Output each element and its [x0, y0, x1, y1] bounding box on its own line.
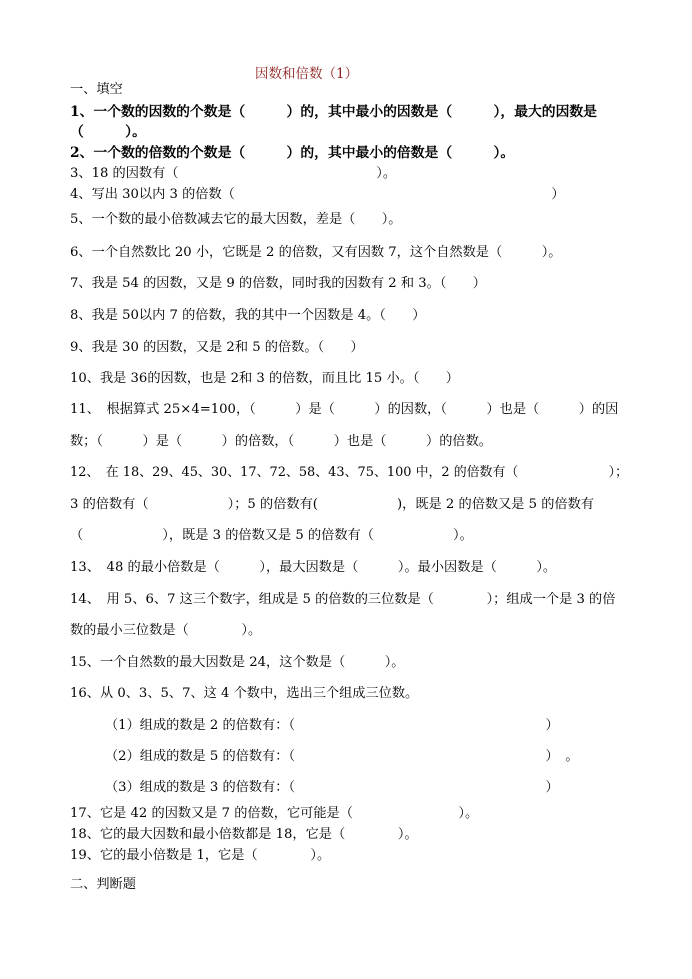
question-11-line-1: 11、 根据算式 25×4=100，（ ）是（ ）的因数，（ ）也是（ ）的因 [70, 402, 619, 417]
question-18: 18、它的最大因数和最小倍数都是 18，它是（ ）。 [70, 827, 418, 842]
section-heading-fill-blank: 一、填空 [70, 82, 123, 97]
question-9: 9、我是 30 的因数，又是 2和 5 的倍数。（ ） [70, 340, 364, 355]
question-14-line-1: 14、 用 5、6、7 这三个数字，组成是 5 的倍数的三位数是（ ）；组成一个是 3 的倍 [70, 592, 616, 607]
question-12-line-3: （ ），既是 3 的倍数又是 5 的倍数有（ ）。 [70, 528, 473, 543]
question-3: 3、18 的因数有（ ）。 [70, 166, 397, 181]
question-16: 16、从 0、3、5、7、这 4 个数中，选出三个组成三位数。 [70, 686, 419, 701]
question-14-line-2: 数的最小三位数是（ ）。 [70, 623, 262, 638]
question-8: 8、我是 50以内 7 的倍数，我的其中一个因数是 4。（ ） [70, 308, 426, 323]
page-title: 因数和倍数（1） [255, 66, 359, 82]
question-17: 17、它是 42 的因数又是 7 的倍数，它可能是（ ）。 [70, 806, 479, 821]
question-11-line-2: 数；（ ）是（ ）的倍数，（ ）也是（ ）的倍数。 [70, 434, 492, 449]
question-1-line-2: （ ）。 [70, 124, 146, 140]
question-16-part-1: （1）组成的数是 2 的倍数有：（ ） [105, 718, 559, 733]
section-heading-true-false: 二、判断题 [70, 877, 136, 892]
question-5: 5、一个数的最小倍数减去它的最大因数，差是（ ）。 [70, 212, 402, 227]
question-4: 4、写出 30以内 3 的倍数（ ） [70, 187, 565, 202]
question-16-part-3: （3）组成的数是 3 的倍数有：（ ） [105, 780, 559, 795]
question-16-part-2: （2）组成的数是 5 的倍数有：（ ） 。 [105, 749, 579, 764]
question-19: 19、它的最小倍数是 1，它是（ ）。 [70, 848, 331, 863]
question-1-line-1: 1、一个数的因数的个数是（ ）的，其中最小的因数是（ ），最大的因数是 [70, 104, 597, 120]
question-6: 6、一个自然数比 20 小，它既是 2 的倍数，又有因数 7，这个自然数是（ ）。 [70, 245, 562, 260]
question-15: 15、一个自然数的最大因数是 24，这个数是（ ）。 [70, 655, 405, 670]
question-12-line-1: 12、 在 18、29、45、30、17、72、58、43、75、100 中，2 的倍数有（ ）； [70, 465, 629, 480]
question-12-line-2: 3 的倍数有（ ）；5 的倍数有( )，既是 2 的倍数又是 5 的倍数有 [70, 497, 594, 512]
question-2: 2、一个数的倍数的个数是（ ）的，其中最小的倍数是（ ）。 [70, 145, 515, 161]
question-10: 10、我是 36的因数，也是 2和 3 的倍数，而且比 15 小。（ ） [70, 371, 459, 386]
question-13: 13、 48 的最小倍数是（ ），最大因数是（ ）。最小因数是（ ）。 [70, 560, 557, 575]
question-7: 7、我是 54 的因数，又是 9 的倍数，同时我的因数有 2 和 3。（ ） [70, 276, 486, 291]
